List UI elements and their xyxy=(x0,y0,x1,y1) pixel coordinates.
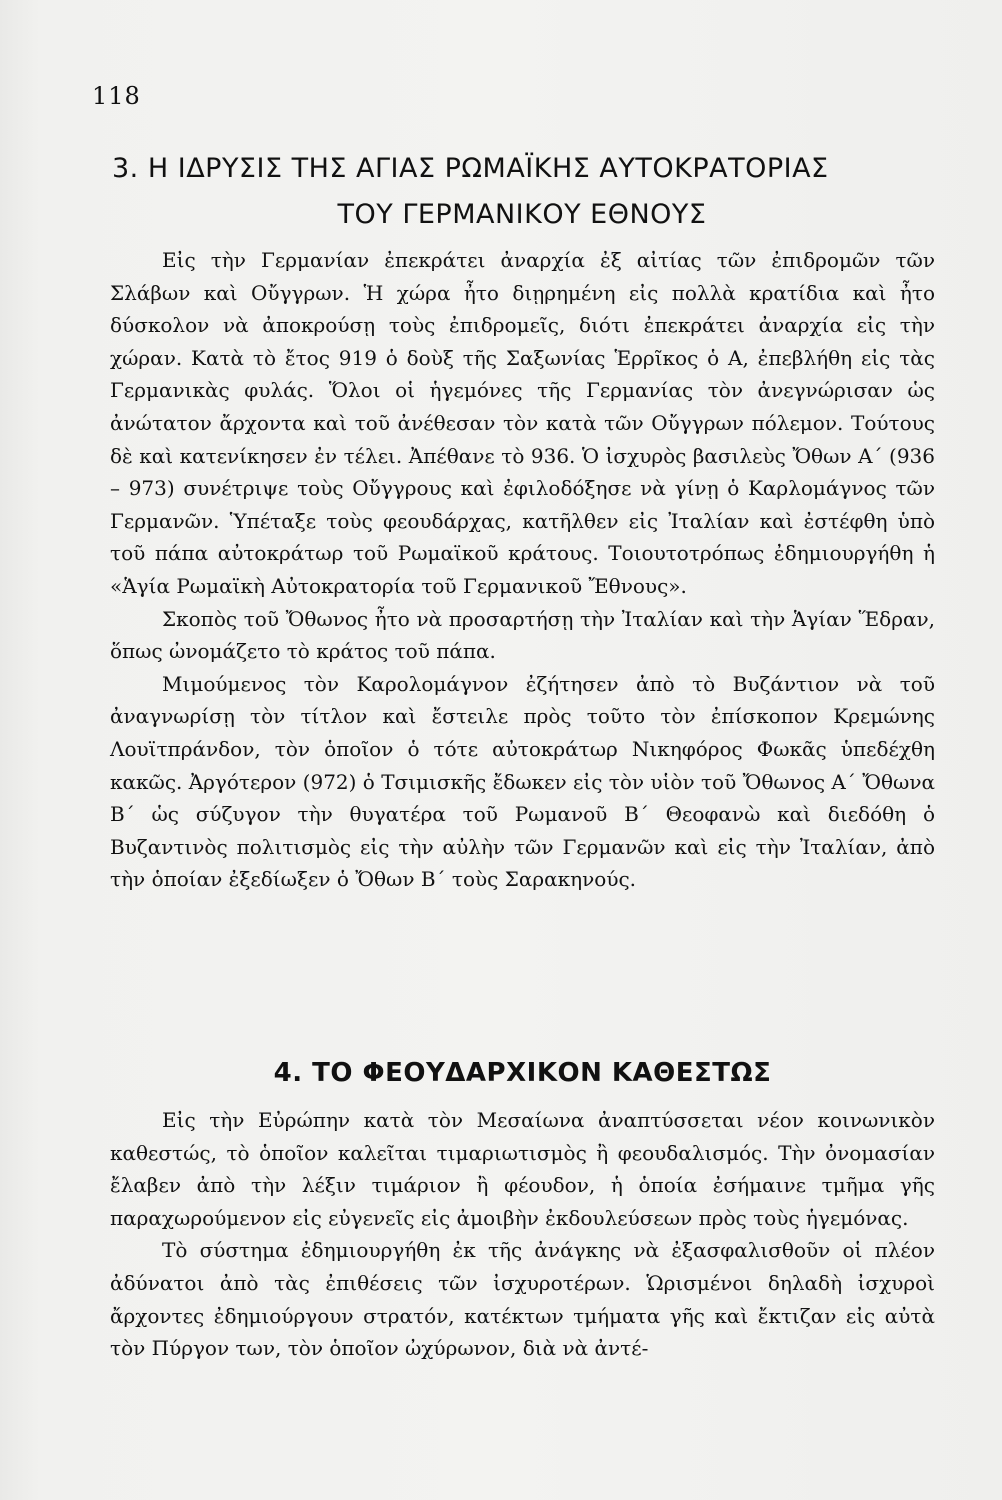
section-3-body xyxy=(110,244,935,896)
chapter-title xyxy=(112,146,932,238)
paragraph: Τὸ σύστημα ἐδημιουργήθη ἐκ τῆς ἀνάγκης νὰ ἐξασφαλισθοῦν οἱ πλέον ἀδύνατοι ἀπὸ τὰς ἐπιθέσεις τῶν ἰσχυροτέρων. Ὡρισμένοι δηλαδὴ ἰσχυροὶ ἄρχοντες ἐδημιούργουν στρατόν, κατέκτων τμήματα γῆς καὶ ἔκτιζαν εἰς αὐτὰ τὸν Πύργον των, τὸν ὁποῖον ὠχύρωνον, διὰ νὰ ἀντέ- xyxy=(110,1238,935,1361)
paragraph: Εἰς τὴν Εὐρώπην κατὰ τὸν Μεσαίωνα ἀναπτύσσεται νέον κοινωνικὸν καθεστώς, τὸ ὁποῖον καλεῖται τιμαριωτισμὸς ἢ φεουδαλισμός. Τὴν ὀνομασίαν ἔλαβεν ἀπὸ τὴν λέξιν τιμάριον ἢ φέουδον, ἡ ὁποία ἐσήμαινε τμῆμα γῆς παραχωρούμενον εἰς εὐγενεῖς εἰς ἀμοιβὴν ἐκδουλεύσεων πρὸς τοὺς ἡγεμόνας. xyxy=(110,1108,935,1230)
chapter-title-line-1: 3. Η ΙΔΡΥΣΙΣ ΤΗΣ ΑΓΙΑΣ ΡΩΜΑΪΚΗΣ ΑΥΤΟΚΡΑΤΟΡΙΑΣ xyxy=(112,153,829,184)
page-number: 118 xyxy=(92,82,141,110)
section-4-body xyxy=(110,1104,935,1365)
paragraph: Σκοπὸς τοῦ Ὄθωνος ἦτο νὰ προσαρτήσῃ τὴν Ἰταλίαν καὶ τὴν Ἁγίαν Ἕδραν, ὅπως ὠνομάζετο τὸ κράτος τοῦ πάπα. xyxy=(110,606,935,664)
chapter-title-line-2: ΤΟΥ ΓΕΡΜΑΝΙΚΟΥ ΕΘΝΟΥΣ xyxy=(337,199,707,230)
paragraph: Μιμούμενος τὸν Καρολομάγνον ἐζήτησεν ἀπὸ τὸ Βυζάντιον νὰ τοῦ ἀναγνωρίσῃ τὸν τίτλον καὶ ἔστειλε πρὸς τοῦτο τὸν ἐπίσκοπον Κρεμώνης Λουϊτπράνδον, τὸν ὁποῖον ὁ τότε αὐτοκράτωρ Νικηφόρος Φωκᾶς ὑπεδέχθη κακῶς. Ἀργότερον (972) ὁ Τσιμισκῆς ἔδωκεν εἰς τὸν υἱὸν τοῦ Ὄθωνος Α΄ Ὄθωνα Β΄ ὡς σύζυγον τὴν θυγατέρα τοῦ Ρωμανοῦ Β΄ Θεοφανὼ καὶ διεδόθη ὁ Βυζαντινὸς πολιτισμὸς εἰς τὴν αὐλὴν τῶν Γερμανῶν καὶ εἰς τὴν Ἰταλίαν, ἀπὸ τὴν ὁποίαν ἐξεδίωξεν ὁ Ὄθων Β΄ τοὺς Σαρακηνούς. xyxy=(110,671,935,892)
paragraph: Εἰς τὴν Γερμανίαν ἐπεκράτει ἀναρχία ἐξ αἰτίας τῶν ἐπιδρομῶν τῶν Σλάβων καὶ Οὔγγρων. Ἡ χώρα ἦτο διῃρημένη εἰς πολλὰ κρατίδια καὶ ἦτο δύσκολον νὰ ἀποκρούσῃ τοὺς ἐπιδρομεῖς, διότι ἐπεκράτει ἀναρχία εἰς τὴν χώραν. Κατὰ τὸ ἔτος 919 ὁ δοὺξ τῆς Σαξωνίας Ἑρρῖκος ὁ Α, ἐπεβλήθη εἰς τὰς Γερμανικὰς φυλάς. Ὅλοι οἱ ἡγεμόνες τῆς Γερμανίας τὸν ἀνεγνώρισαν ὡς ἀνώτατον ἄρχοντα καὶ τοῦ ἀνέθεσαν τὸν κατὰ τῶν Οὔγγρων πόλεμον. Τούτους δὲ καὶ κατενίκησεν ἐν τέλει. Ἀπέθανε τὸ 936. Ὁ ἰσχυρὸς βασιλεὺς Ὄθων Α΄ (936 – 973) συνέτριψε τοὺς Οὔγγρους καὶ ἐφιλοδόξησε νὰ γίνῃ ὁ Καρλομάγνος τῶν Γερμανῶν. Ὑπέταξε τοὺς φεουδάρχας, κατῆλθεν εἰς Ἰταλίαν καὶ ἐστέφθη ὑπὸ τοῦ πάπα αὐτοκράτωρ τοῦ Ρωμαϊκοῦ κράτους. Τοιουτοτρόπως ἐδημιουργήθη ἡ «Ἁγία Ρωμαϊκὴ Αὐτοκρατορία τοῦ Γερμανικοῦ Ἔθνους». xyxy=(110,248,935,598)
section-4-heading: 4. ΤΟ ΦΕΟΥΔΑΡΧΙΚΟΝ ΚΑΘΕΣΤΩΣ xyxy=(273,1058,772,1088)
